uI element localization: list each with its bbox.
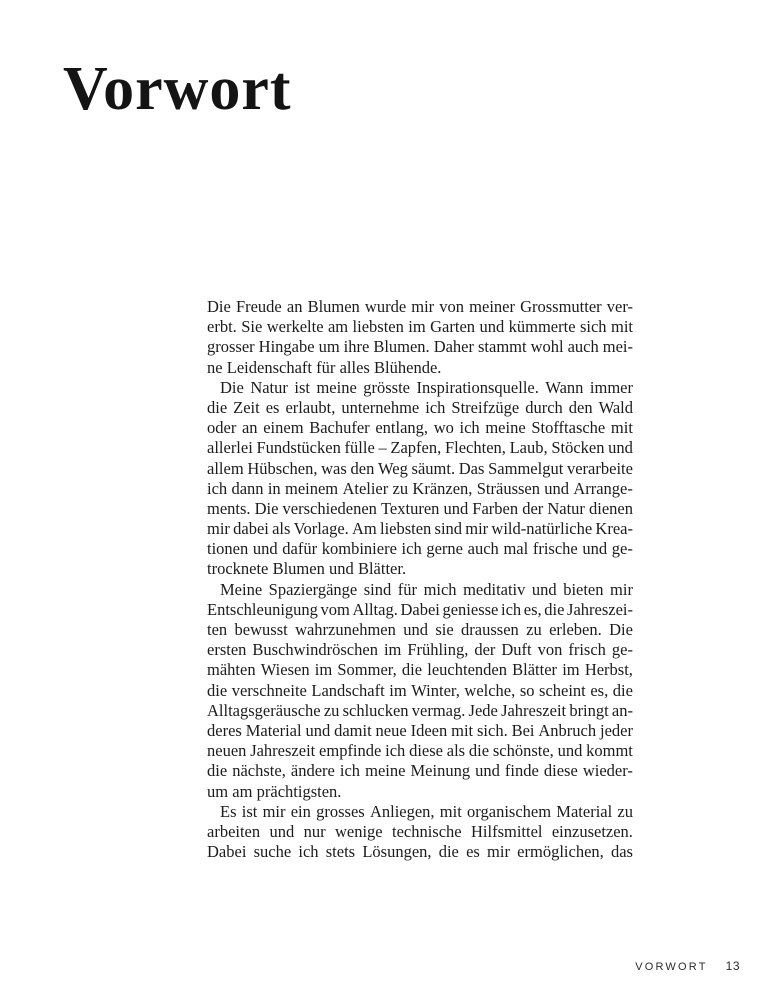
text-line: allem Hübschen, was den Weg säumt. Das Sammelgut verarbeite [207,458,633,478]
running-footer-label: VORWORT [635,961,708,973]
body-text [207,297,633,862]
text-line: Es ist mir ein grosses Anliegen, mit organischem Material zu [220,801,633,821]
page-number: 13 [725,959,740,973]
text-line: trocknete Blumen und Blätter. [207,559,407,579]
text-line: ments. Die verschiedenen Texturen und Farben der Natur dienen [207,498,633,518]
text-line: Die Freude an Blumen wurde mir von meiner Grossmutter ver- [207,297,633,316]
text-line: die Zeit es erlaubt, unternehme ich Streifzüge durch den Wald [207,397,633,417]
text-line: ich dann in meinem Atelier zu Kränzen, Sträussen und Arrange- [207,478,633,498]
text-line: Dabei suche ich stets Lösungen, die es mir ermöglichen, das [207,842,633,862]
text-line: allerlei Fundstücken fülle – Zapfen, Flechten, Laub, Stöcken und [207,438,633,458]
text-line: oder an einem Bachufer entlang, wo ich meine Stofftasche mit [207,418,633,438]
text-line: neuen Jahreszeit empfinde ich diese als die schönste, und kommt [207,741,633,761]
text-line: Alltagsgeräusche zu schlucken vermag. Jede Jahreszeit bringt an- [207,700,633,720]
text-line: Meine Spaziergänge sind für mich meditativ und bieten mir [220,579,633,599]
paragraph [207,580,633,802]
text-line: deres Material und damit neue Ideen mit sich. Bei Anbruch jeder [207,720,633,740]
paragraph [207,802,633,863]
paragraph [207,378,633,580]
text-line: die nächste, ändere ich meine Meinung und finde diese wieder- [207,761,633,781]
text-line: um am prächtigsten. [207,781,342,801]
text-line: Entschleunigung vom Alltag. Dabei geniesse ich es, die Jahreszei- [207,599,633,619]
text-line: tionen und dafür kombiniere ich gerne auch mal frische und ge- [207,539,633,559]
text-line: Die Natur ist meine grösste Inspirationsquelle. Wann immer [220,377,633,397]
text-line: ten bewusst wahrzunehmen und sie draussen zu erleben. Die [207,620,633,639]
text-line: ersten Buschwindröschen im Frühling, der Duft von frisch ge- [207,640,633,660]
footer [635,959,740,973]
paragraph [207,297,633,378]
text-line: ne Leidenschaft für alles Blühende. [207,357,442,377]
text-line: grosser Hingabe um ihre Blumen. Daher stammt wohl auch mei- [207,337,633,357]
page-title: Vorwort [63,55,292,123]
text-line: mähten Wiesen im Sommer, die leuchtenden Blätter im Herbst, [207,660,633,680]
text-line: erbt. Sie werkelte am liebsten im Garten und kümmerte sich mit [207,317,633,337]
text-line: die verschneite Landschaft im Winter, welche, so scheint es, die [207,680,633,700]
text-line: mir dabei als Vorlage. Am liebsten sind mir wild-natürliche Krea- [207,519,633,539]
text-line: arbeiten und nur wenige technische Hilfsmittel einzusetzen. [207,821,633,841]
